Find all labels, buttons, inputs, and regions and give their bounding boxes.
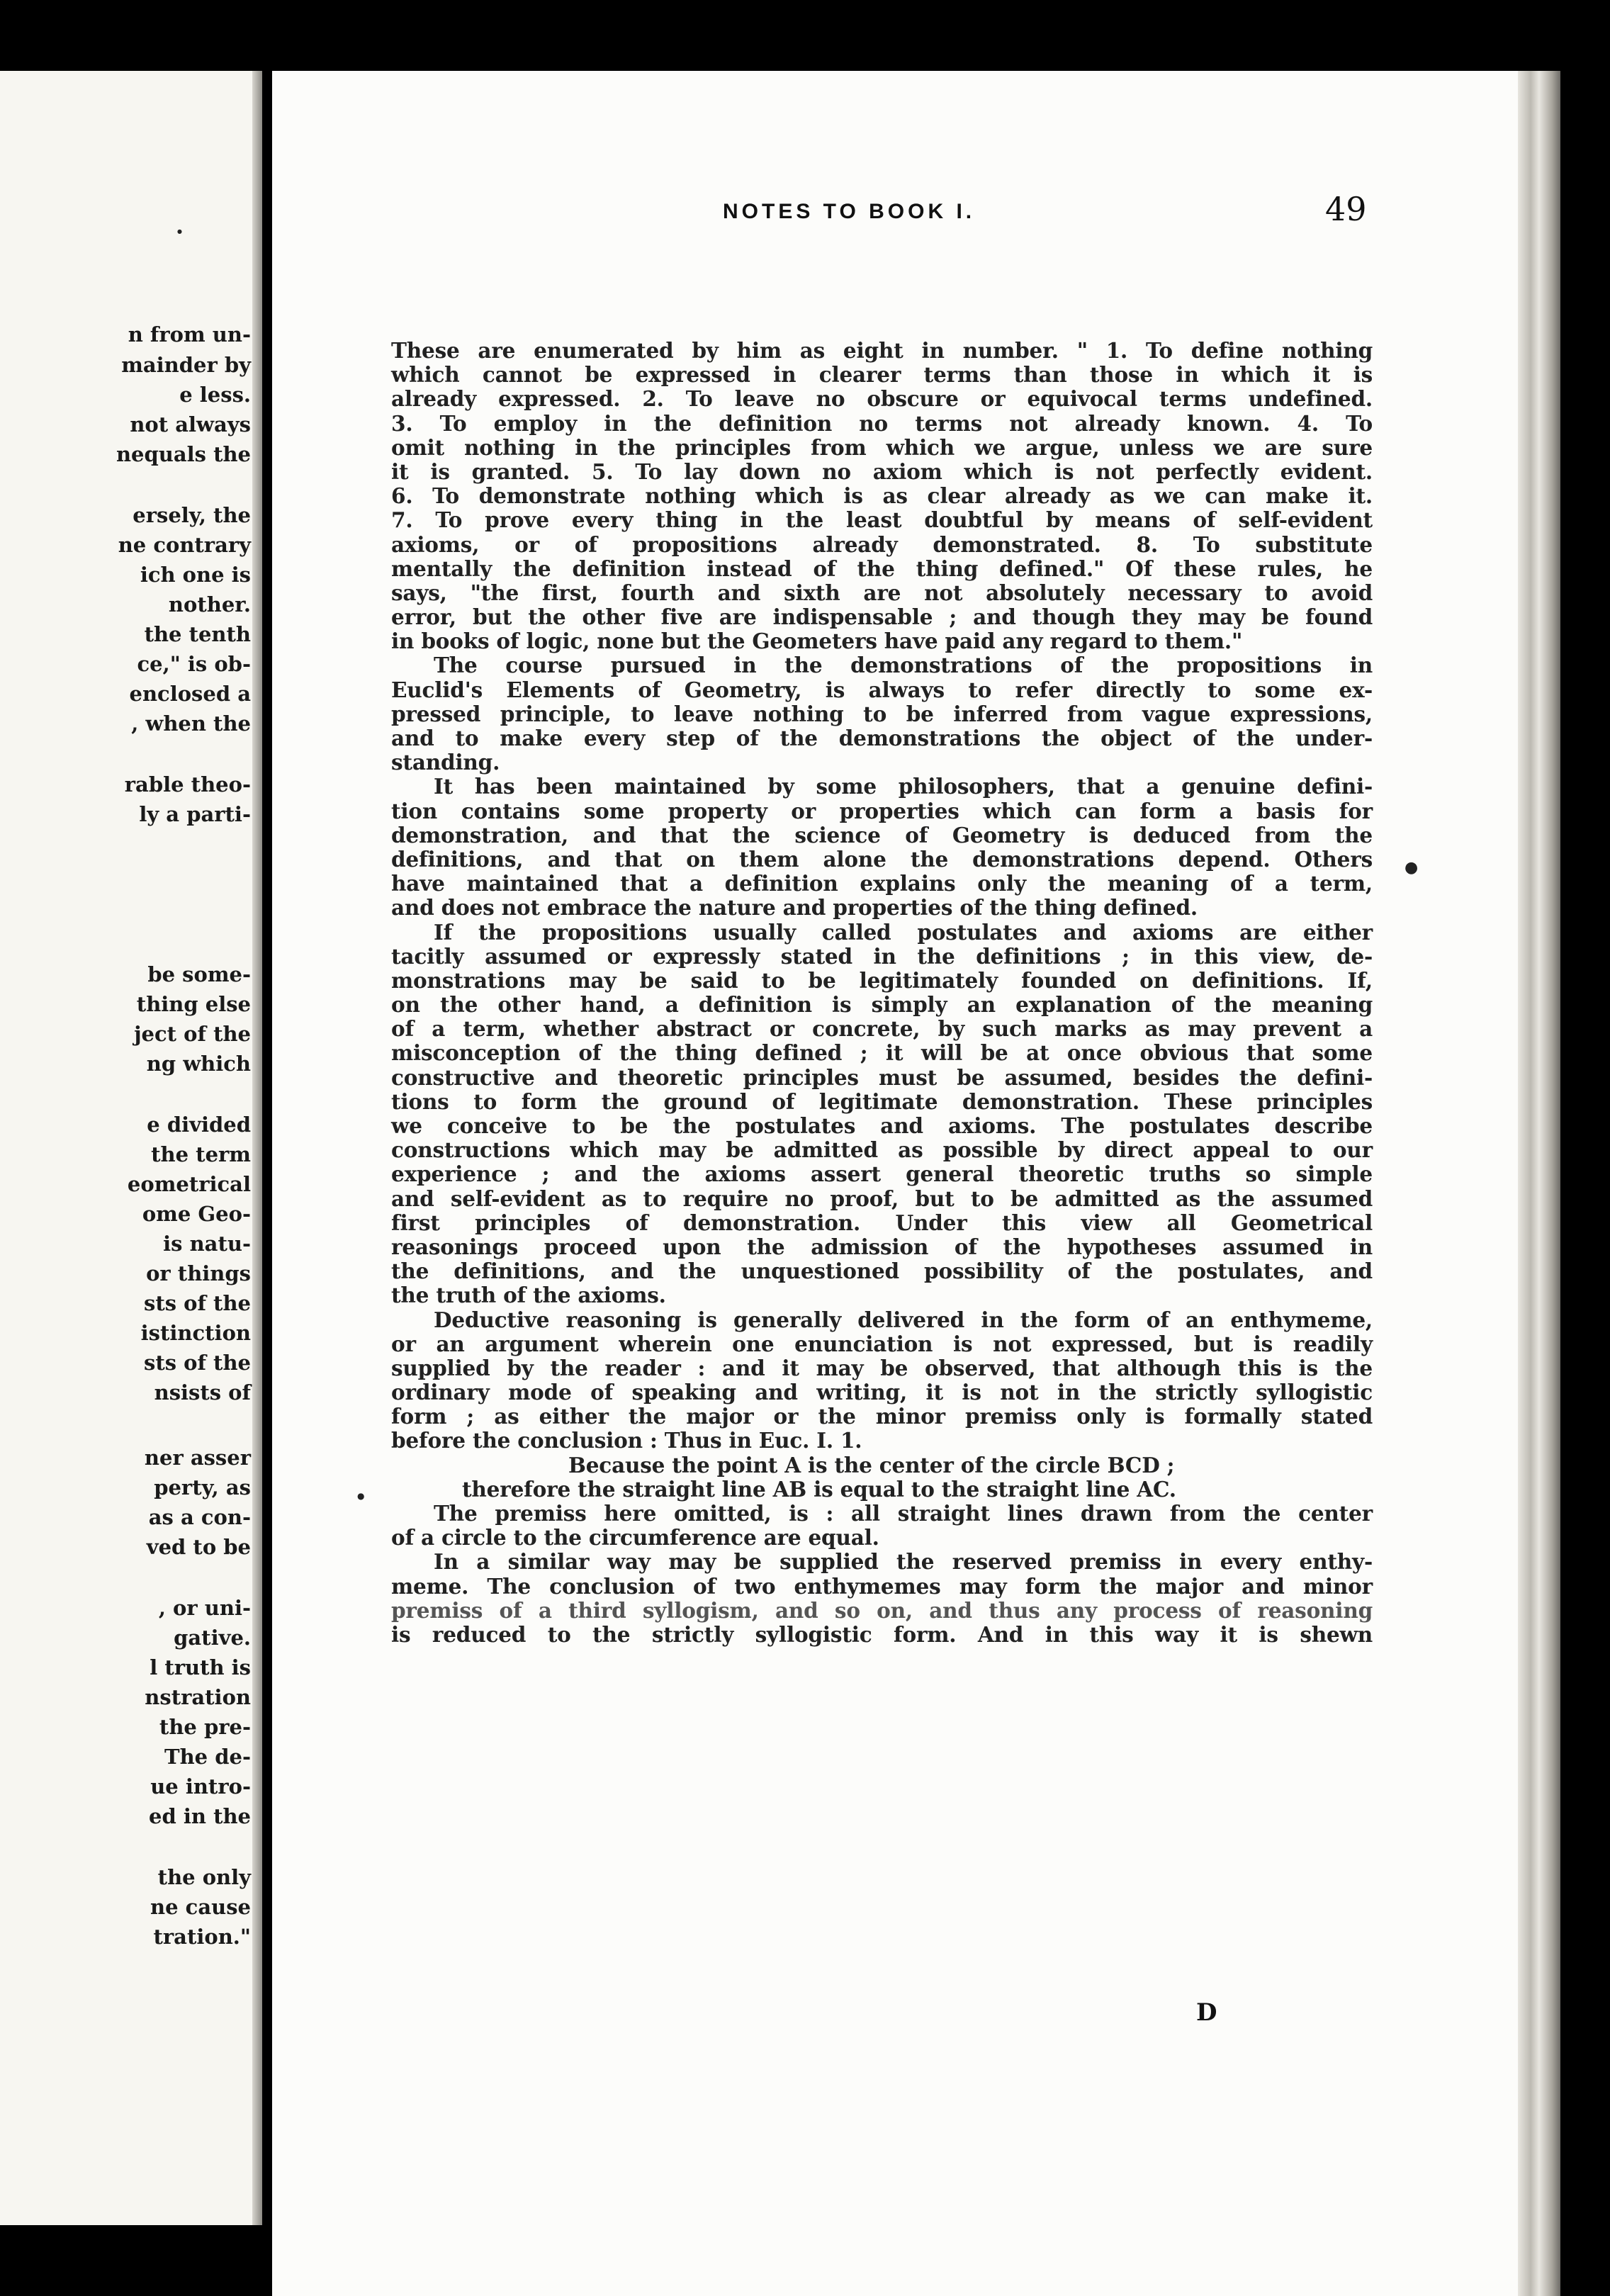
- text-line: These are enumerated by him as eight in number. " 1. To define nothing: [391, 338, 1373, 363]
- left-page-line: is natu-: [163, 1232, 251, 1256]
- left-page-line: nstration: [145, 1685, 251, 1709]
- left-page-line: be some-: [147, 962, 251, 986]
- left-page-line: , when the: [131, 711, 251, 736]
- text-line: tion contains some property or properties which can form a basis for: [391, 798, 1373, 823]
- left-page-line: nsists of: [154, 1380, 251, 1405]
- left-page-line: nother.: [168, 592, 251, 617]
- stray-dot: ●: [357, 1491, 365, 1501]
- left-page-line: enclosed a: [129, 682, 251, 706]
- running-head: NOTES TO BOOK I.: [723, 200, 976, 223]
- left-page-line: the tenth: [144, 622, 251, 646]
- left-page-line: l truth is: [150, 1655, 251, 1679]
- left-page-line: ed in the: [149, 1804, 251, 1828]
- text-line: form ; as either the major or the minor premiss only is formally stated: [391, 1404, 1373, 1429]
- left-page-line: , or uni-: [158, 1596, 251, 1620]
- left-page-line: mainder by: [121, 353, 251, 377]
- left-page-line: ner asser: [144, 1446, 251, 1470]
- left-page-line: or things: [146, 1261, 251, 1285]
- gutter-shadow: [252, 71, 262, 2225]
- text-line: 6. To demonstrate nothing which is as clear already as we can make it.: [391, 483, 1373, 509]
- left-page-line: ng which: [146, 1052, 251, 1076]
- text-line: standing.: [391, 750, 500, 775]
- text-line: reasonings proceed upon the admission of the hypotheses assumed in: [391, 1234, 1373, 1259]
- left-page-line: e less.: [179, 383, 251, 407]
- text-line: tions to form the ground of legitimate demonstration. These principles: [391, 1088, 1373, 1114]
- example-premise: Because the point A is the center of the circle BCD ;: [568, 1452, 1175, 1478]
- text-line: on the other hand, a definition is simply an explanation of the meaning: [391, 992, 1373, 1018]
- text-line: experience ; and the axioms assert general theoretic truths so simple: [391, 1161, 1373, 1187]
- left-page-line: The de-: [164, 1745, 251, 1769]
- text-line: before the conclusion : Thus in Euc. I. 1.: [391, 1428, 862, 1453]
- text-line: of a term, whether abstract or concrete, by such marks as may prevent a: [391, 1016, 1373, 1042]
- text-line: have maintained that a definition explains only the meaning of a term,: [391, 871, 1373, 896]
- left-page-line: ce," is ob-: [137, 652, 251, 676]
- paragraph-start: The course pursued in the demonstrations of the propositions in: [434, 653, 1373, 678]
- text-line: misconception of the thing defined ; it will be at once obvious that some: [391, 1040, 1373, 1066]
- text-line: definitions, and that on them alone the demonstrations depend. Others: [391, 846, 1373, 872]
- text-line: and does not embrace the nature and properties of the thing defined.: [391, 895, 1198, 921]
- left-page-line: tration.": [153, 1925, 251, 1949]
- left-page-line: e divided: [147, 1113, 251, 1137]
- page-number: 49: [1325, 190, 1367, 228]
- left-page-line: as a con-: [148, 1505, 251, 1529]
- left-page-line: gative.: [174, 1626, 251, 1650]
- paragraph-start: If the propositions usually called postulates and axioms are either: [434, 919, 1373, 945]
- text-line: tacitly assumed or expressly stated in the definitions ; in this view, de-: [391, 943, 1373, 969]
- text-line: ordinary mode of speaking and writing, it is not in the strictly syllogistic: [391, 1380, 1373, 1405]
- text-line: 3. To employ in the definition no terms not already known. 4. To: [391, 410, 1373, 436]
- text-line: error, but the other five are indispensable ; and though they may be found: [391, 604, 1373, 630]
- text-line: omit nothing in the principles from which we argue, unless we are sure: [391, 434, 1373, 460]
- left-page-line: the pre-: [159, 1715, 251, 1739]
- text-line: axioms, or of propositions already demonstrated. 8. To substitute: [391, 531, 1373, 557]
- example-conclusion: therefore the straight line AB is equal to the straight line AC.: [462, 1476, 1176, 1502]
- text-line: monstrations may be said to be legitimately founded on definitions. If,: [391, 967, 1373, 993]
- left-page-line: n from un-: [128, 322, 251, 347]
- text-line: of a circle to the circumference are equal.: [391, 1525, 879, 1551]
- text-line: in books of logic, none but the Geometers have paid any regard to them.": [391, 629, 1243, 654]
- left-page-line: perty, as: [154, 1475, 251, 1499]
- text-line: 7. To prove every thing in the least doubtful by means of self-evident: [391, 507, 1373, 533]
- page-edge: [1518, 71, 1560, 2296]
- text-line: it is granted. 5. To lay down no axiom which is not perfectly evident.: [391, 458, 1373, 484]
- left-page-line: ich one is: [140, 563, 251, 587]
- text-line: constructions which may be admitted as possible by direct appeal to our: [391, 1137, 1373, 1163]
- text-line: says, "the first, fourth and sixth are not absolutely necessary to avoid: [391, 580, 1373, 605]
- text-line: demonstration, and that the science of Geometry is deduced from the: [391, 822, 1373, 848]
- text-line: or an argument wherein one enunciation is not expressed, but is readily: [391, 1331, 1373, 1356]
- left-page-line: the term: [151, 1142, 251, 1166]
- text-line: the truth of the axioms.: [391, 1283, 666, 1308]
- left-page-line: sts of the: [144, 1291, 251, 1315]
- text-line: supplied by the reader : and it may be observed, that although this is the: [391, 1355, 1373, 1380]
- left-page-line: ly a parti-: [139, 802, 251, 826]
- text-line: and self-evident as to require no proof, but to be admitted as the assumed: [391, 1186, 1373, 1211]
- left-page-line: the only: [157, 1865, 251, 1889]
- text-line: first principles of demonstration. Under this view all Geometrical: [391, 1210, 1373, 1235]
- paragraph-start: Deductive reasoning is generally delivered in the form of an enthymeme,: [434, 1307, 1373, 1332]
- text-line: premiss of a third syllogism, and so on, and thus any process of reasoning: [391, 1597, 1373, 1623]
- stray-dot: ●: [1404, 859, 1419, 877]
- paragraph-start: The premiss here omitted, is : all straight lines drawn from the center: [434, 1501, 1373, 1526]
- left-page-line: eometrical: [127, 1172, 251, 1196]
- text-line: and to make every step of the demonstrations the object of the under-: [391, 726, 1373, 750]
- left-page-line: not always: [130, 412, 251, 437]
- left-page-line: ne cause: [150, 1895, 251, 1919]
- left-page-line: ome Geo-: [142, 1202, 251, 1226]
- text-line: the definitions, and the unquestioned possibility of the postulates, and: [391, 1259, 1373, 1284]
- signature-mark: D: [1196, 1998, 1217, 2027]
- text-line: meme. The conclusion of two enthymemes may form the major and minor: [391, 1573, 1373, 1599]
- left-page-line: ersely, the: [133, 503, 251, 527]
- body-text: [391, 339, 1373, 1647]
- left-page-line: ne contrary: [118, 533, 251, 557]
- stray-dot: ●: [177, 228, 182, 235]
- left-page-line: ue intro-: [150, 1774, 251, 1799]
- paragraph-start: It has been maintained by some philosophers, that a genuine defini-: [434, 774, 1373, 799]
- left-page-line: rable theo-: [124, 772, 251, 797]
- text-line: we conceive to be the postulates and axioms. The postulates describe: [391, 1113, 1373, 1138]
- left-page-fragment: [0, 71, 262, 2225]
- left-page-line: ject of the: [134, 1022, 251, 1046]
- text-line: which cannot be expressed in clearer terms than those in which it is: [391, 362, 1373, 388]
- left-page-line: sts of the: [144, 1351, 251, 1375]
- paragraph-start: In a similar way may be supplied the reserved premiss in every enthy-: [434, 1549, 1373, 1575]
- left-page-line: thing else: [136, 992, 251, 1016]
- left-page-line: ved to be: [146, 1535, 251, 1559]
- text-line: mentally the definition instead of the thing defined." Of these rules, he: [391, 556, 1373, 581]
- text-line: Euclid's Elements of Geometry, is always to refer directly to some ex-: [391, 677, 1373, 702]
- left-page-line: istinction: [140, 1321, 251, 1345]
- text-line: already expressed. 2. To leave no obscure or equivocal terms undefined.: [391, 386, 1373, 412]
- text-line: is reduced to the strictly syllogistic form. And in this way it is shewn: [391, 1621, 1373, 1647]
- text-line: constructive and theoretic principles must be assumed, besides the defini-: [391, 1064, 1373, 1090]
- text-line: pressed principle, to leave nothing to be inferred from vague expressions,: [391, 701, 1373, 726]
- left-page-line: nequals the: [116, 442, 251, 466]
